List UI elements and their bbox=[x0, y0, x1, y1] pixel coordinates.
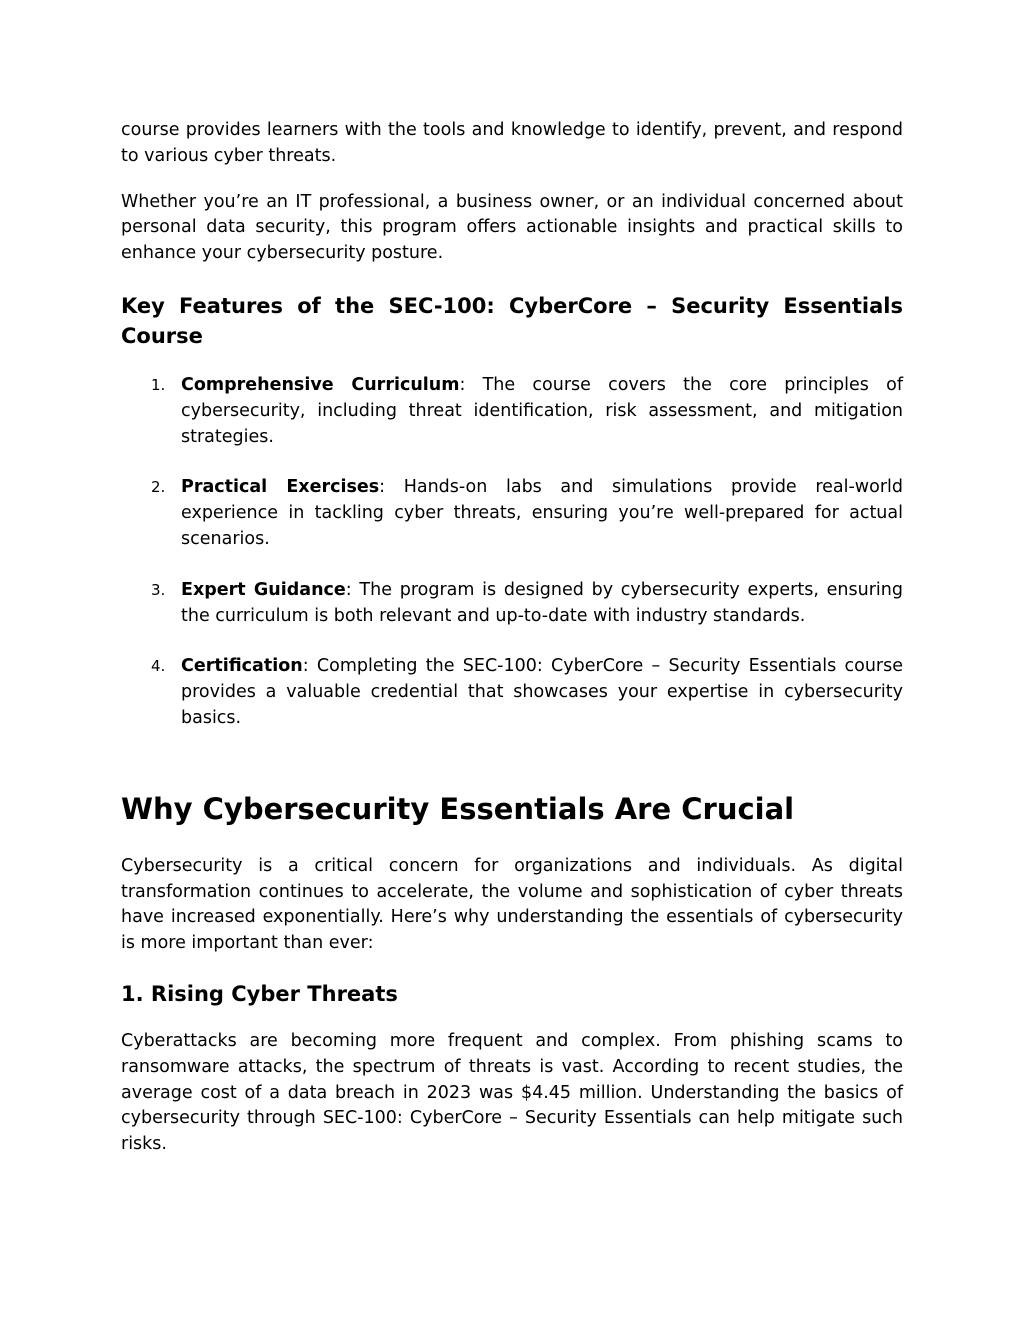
rising-threats-heading: 1. Rising Cyber Threats bbox=[121, 981, 398, 1006]
feature-title: Practical Exercises bbox=[181, 477, 380, 498]
intro-paragraph-2: Whether you’re an IT professional, a business owner, or an individual concerned about personal data security, this program offers actionable insights and practical skills to enhance your cybersecurity posture. bbox=[121, 191, 903, 264]
feature-text: : Hands-on labs and simulations provide real-world experience in tackling cyber threats, ensuring you’re well-prepared for actual scenarios. bbox=[181, 477, 903, 549]
feature-item bbox=[121, 475, 903, 552]
feature-number: 1. bbox=[151, 375, 166, 394]
feature-item bbox=[121, 578, 903, 630]
feature-item bbox=[121, 654, 903, 731]
feature-title: Expert Guidance bbox=[181, 579, 346, 600]
feature-title: Comprehensive Curriculum bbox=[181, 374, 460, 395]
feature-number: 3. bbox=[151, 580, 166, 599]
intro-paragraph-1: course provides learners with the tools and knowledge to identify, prevent, and respond to various cyber threats. bbox=[121, 120, 903, 166]
feature-title: Certification bbox=[181, 656, 303, 677]
feature-item bbox=[121, 373, 903, 450]
feature-number: 4. bbox=[151, 657, 166, 676]
feature-text: : Completing the SEC-100: CyberCore – Security Essentials course provides a valuable credential that showcases your expertise in cybersecurity basics. bbox=[181, 656, 903, 728]
feature-text: : The program is designed by cybersecurity experts, ensuring the curriculum is both relevant and up-to-date with industry standards. bbox=[181, 579, 903, 626]
why-paragraph: Cybersecurity is a critical concern for organizations and individuals. As digital transformation continues to accelerate, the volume and sophistication of cyber threats have increased exponentially. Here’s why understanding the essentials of cybersecurity is more important than ever: bbox=[121, 855, 903, 954]
features-list bbox=[121, 373, 903, 732]
key-features-heading: Key Features of the SEC-100: CyberCore – Security Essentials Course bbox=[121, 293, 903, 348]
feature-text: : The course covers the core principles of cybersecurity, including threat identification, risk assessment, and mitigation strategies. bbox=[181, 374, 903, 447]
feature-number: 2. bbox=[151, 478, 166, 497]
why-heading: Why Cybersecurity Essentials Are Crucial bbox=[121, 791, 795, 826]
document-page bbox=[121, 118, 903, 1158]
rising-threats-paragraph: Cyberattacks are becoming more frequent and complex. From phishing scams to ransomware attacks, the spectrum of threats is vast. According to recent studies, the average cost of a data breach in 2023 was $4.45 million. Understanding the basics of cybersecurity through SEC-100: CyberCore – Security Essentials can help mitigate such risks. bbox=[121, 1030, 903, 1155]
